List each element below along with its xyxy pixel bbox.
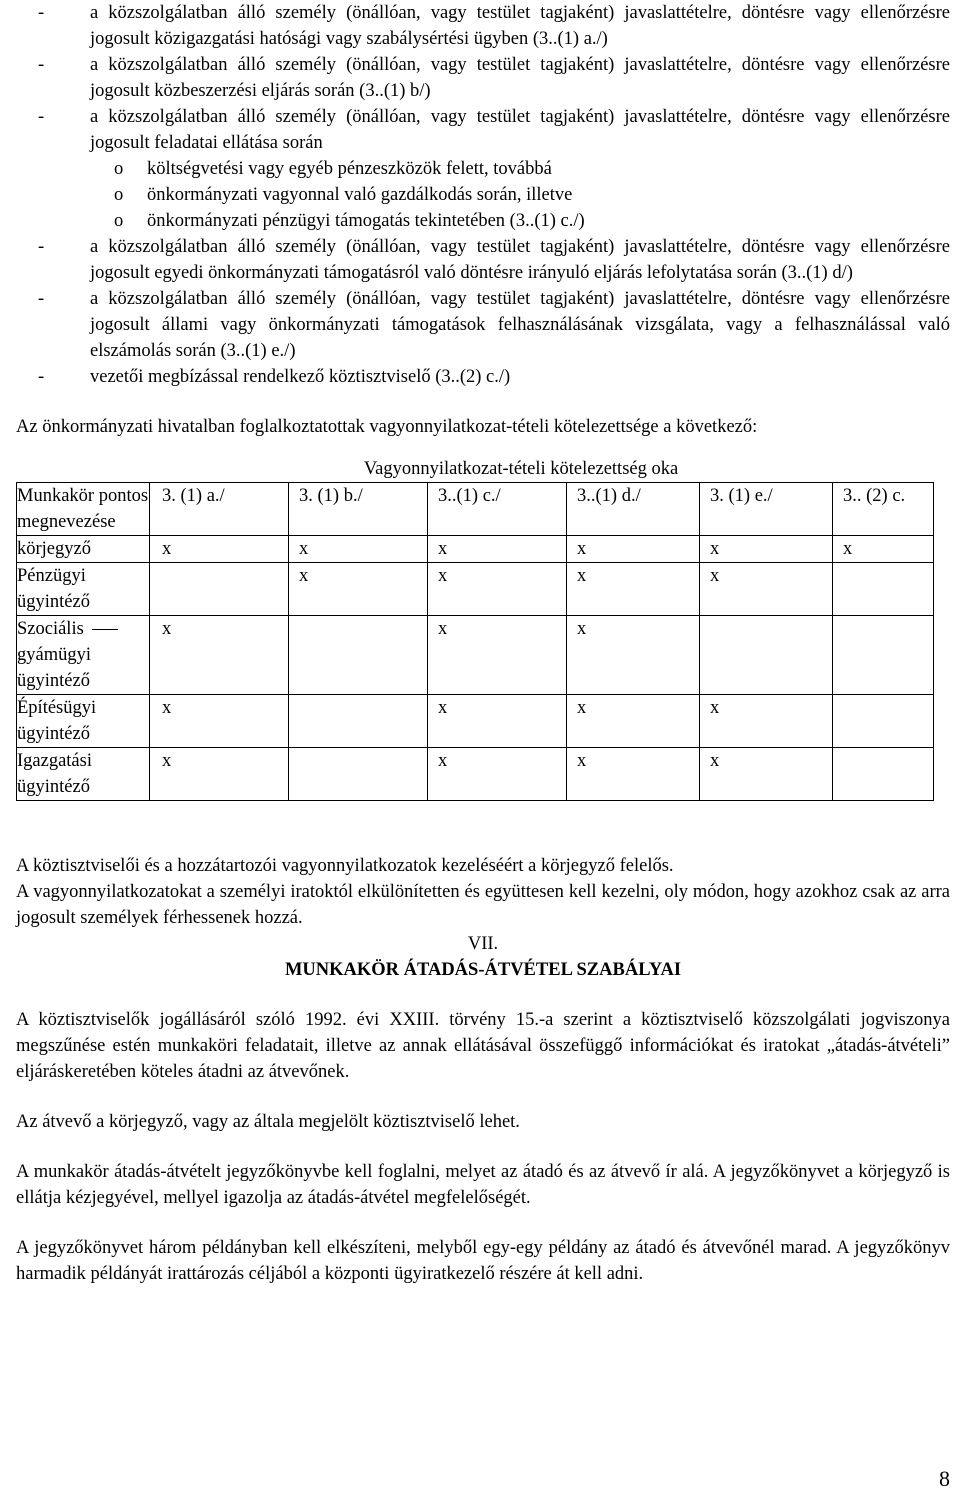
list-item-text: vezetői megbízással rendelkező köztisztviselő (3..(2) c./)	[90, 367, 511, 387]
list-item	[16, 286, 950, 364]
circle-bullet-marker: o	[114, 185, 124, 205]
table-row	[17, 563, 934, 616]
list-item	[16, 364, 950, 390]
table-cell: x	[150, 616, 289, 695]
table-cell	[289, 695, 428, 748]
table-row	[17, 616, 934, 695]
circle-bullet-marker: o	[114, 211, 124, 231]
table-cell: x	[150, 695, 289, 748]
table-cell	[289, 748, 428, 801]
table-row	[17, 748, 934, 801]
table-cell: x	[428, 616, 567, 695]
table-cell: x	[428, 695, 567, 748]
table-cell: x	[700, 748, 833, 801]
table-cell: x	[567, 536, 700, 563]
obligation-table	[16, 456, 934, 801]
table-cell: x	[289, 563, 428, 616]
table-row-name-cell	[17, 616, 150, 695]
receiver-paragraph: Az átvevő a körjegyző, vagy az általa megjelölt köztisztviselő lehet.	[16, 1112, 520, 1132]
dash-marker: -	[38, 107, 45, 127]
table-row-name: Igazgatási ügyintéző	[17, 748, 150, 801]
table-cell: x	[150, 536, 289, 563]
sub-list-item	[16, 156, 950, 182]
section-title: MUNKAKÖR ÁTADÁS-ÁTVÉTEL SZABÁLYAI	[284, 960, 682, 980]
table-cell: x	[700, 536, 833, 563]
table-cell: x	[567, 563, 700, 616]
list-item-text: a közszolgálatban álló személy (önállóan, vagy testület tagjaként) javaslattételre, döntésre vagy ellenőrzésre jogosult közigazgatási hatósági vagy szabálysértési ügyben (3..(1) a./)	[90, 3, 950, 49]
table-cell: x	[428, 748, 567, 801]
law-paragraph: A köztisztviselők jogállásáról szóló 1992. évi XXIII. törvény 15.-a szerint a köztisztviselő közszolgálati jogviszonya megszűnése estén munkaköri feladatait, illetve az annak ellátásával összefüggő információkat és iratokat „átadás-átvételi” eljáráskeretében köteles átadni az átvevőnek.	[16, 1010, 950, 1082]
table-cell: x	[428, 536, 567, 563]
document-page	[16, 0, 950, 1287]
table-header-cell: 3..(1) c./	[428, 483, 567, 536]
page-number: 8	[939, 1466, 950, 1491]
table-cell	[150, 563, 289, 616]
table-cell: x	[289, 536, 428, 563]
table-cell	[833, 748, 934, 801]
circle-bullet-marker: o	[114, 159, 124, 179]
table-header-job-title: Munkakör pontos megnevezése	[17, 483, 150, 536]
dash-marker: -	[38, 289, 45, 309]
copies-paragraph: A jegyzőkönyvet három példányban kell elkészíteni, melyből egy-egy példány az átadó és átvevőnél marad. A jegyzőkönyv harmadik példányát irattározás céljából a központi ügyiratkezelő részére át kell adni.	[16, 1238, 950, 1284]
list-item	[16, 0, 950, 52]
minutes-paragraph: A munkakör átadás-átvételt jegyzőkönyvbe kell foglalni, melyet az átadó és az átvevő ír alá. A jegyzőkönyvet a körjegyző is ellátja kézjegyével, mellyel igazolja az átadás-átvétel megfelelőségét.	[16, 1162, 950, 1208]
list-item-text: a közszolgálatban álló személy (önállóan, vagy testület tagjaként) javaslattételre, döntésre vagy ellenőrzésre jogosult állami vagy önkormányzati támogatások felhasználásának vizsgálata, vagy a felhasználással való elszámolás során (3..(1) e./)	[90, 289, 950, 361]
dash-marker: -	[38, 237, 45, 257]
table-cell	[289, 616, 428, 695]
list-item-text: a közszolgálatban álló személy (önállóan, vagy testület tagjaként) javaslattételre, döntésre vagy ellenőrzésre jogosult egyedi önkormányzati támogatásról való döntésre irányuló eljárás lefolytatása során (3..(1) d/)	[90, 237, 950, 283]
intro-paragraph: Az önkormányzati hivatalban foglalkoztatottak vagyonnyilatkozat-tételi kötelezettsége a következő:	[16, 417, 758, 437]
table-cell	[833, 616, 934, 695]
table-cell: x	[567, 616, 700, 695]
list-item	[16, 234, 950, 286]
table-caption: Vagyonnyilatkozat-tételi kötelezettség oka	[363, 459, 679, 479]
table-cell: x	[567, 748, 700, 801]
table-row-name: Pénzügyi ügyintéző	[17, 563, 150, 616]
responsible-paragraph: A köztisztviselői és a hozzátartozói vagyonnyilatkozatok kezeléséért a körjegyző felelős.	[16, 856, 674, 876]
table-cell: x	[150, 748, 289, 801]
section-number: VII.	[467, 934, 499, 954]
table-cell: x	[700, 695, 833, 748]
sub-list-item-text: önkormányzati pénzügyi támogatás tekintetében (3..(1) c./)	[147, 211, 585, 231]
dash-marker: -	[38, 367, 45, 387]
table-row	[17, 695, 934, 748]
table-row-name: Építésügyi ügyintéző	[17, 695, 150, 748]
table-row	[17, 536, 934, 563]
table-header-cell: 3. (1) b./	[289, 483, 428, 536]
dash-list-top	[16, 0, 950, 156]
dash-marker: -	[38, 3, 45, 23]
dash-line	[92, 629, 118, 630]
table-row-name: körjegyző	[17, 536, 150, 563]
table-cell: x	[833, 536, 934, 563]
table-header-row	[17, 483, 934, 536]
sub-list-item	[16, 208, 950, 234]
list-item-text: a közszolgálatban álló személy (önállóan, vagy testület tagjaként) javaslattételre, döntésre vagy ellenőrzésre jogosult közbeszerzési eljárás során (3..(1) b/)	[90, 55, 950, 101]
list-item	[16, 52, 950, 104]
table-header-cell: 3. (1) e./	[700, 483, 833, 536]
table-cell: x	[567, 695, 700, 748]
dash-list-bottom	[16, 234, 950, 390]
table-header-cell: 3. (1) a./	[150, 483, 289, 536]
table-cell: x	[700, 563, 833, 616]
list-item	[16, 104, 950, 156]
table-row-name-rest: gyámügyi ügyintéző	[17, 645, 91, 691]
sub-bullet-list	[16, 156, 950, 234]
table-cell	[833, 695, 934, 748]
table-row-name: Szociális	[17, 619, 84, 639]
table-header-cell: 3.. (2) c.	[833, 483, 934, 536]
sub-list-item-text: költségvetési vagy egyéb pénzeszközök felett, továbbá	[147, 159, 552, 179]
dash-marker: -	[38, 55, 45, 75]
sub-list-item	[16, 182, 950, 208]
table-header-cell: 3..(1) d./	[567, 483, 700, 536]
table-caption-row	[17, 456, 934, 483]
sub-list-item-text: önkormányzati vagyonnal való gazdálkodás során, illetve	[147, 185, 573, 205]
separate-handling-paragraph: A vagyonnyilatkozatokat a személyi iratoktól elkülönítetten és együttesen kell kezelni, oly módon, hogy azokhoz csak az arra jogosult személyek férhessenek hozzá.	[16, 882, 950, 928]
table-cell	[833, 563, 934, 616]
table-cell	[700, 616, 833, 695]
table-cell: x	[428, 563, 567, 616]
list-item-text: a közszolgálatban álló személy (önállóan, vagy testület tagjaként) javaslattételre, döntésre vagy ellenőrzésre jogosult feladatai ellátása során	[90, 107, 950, 153]
